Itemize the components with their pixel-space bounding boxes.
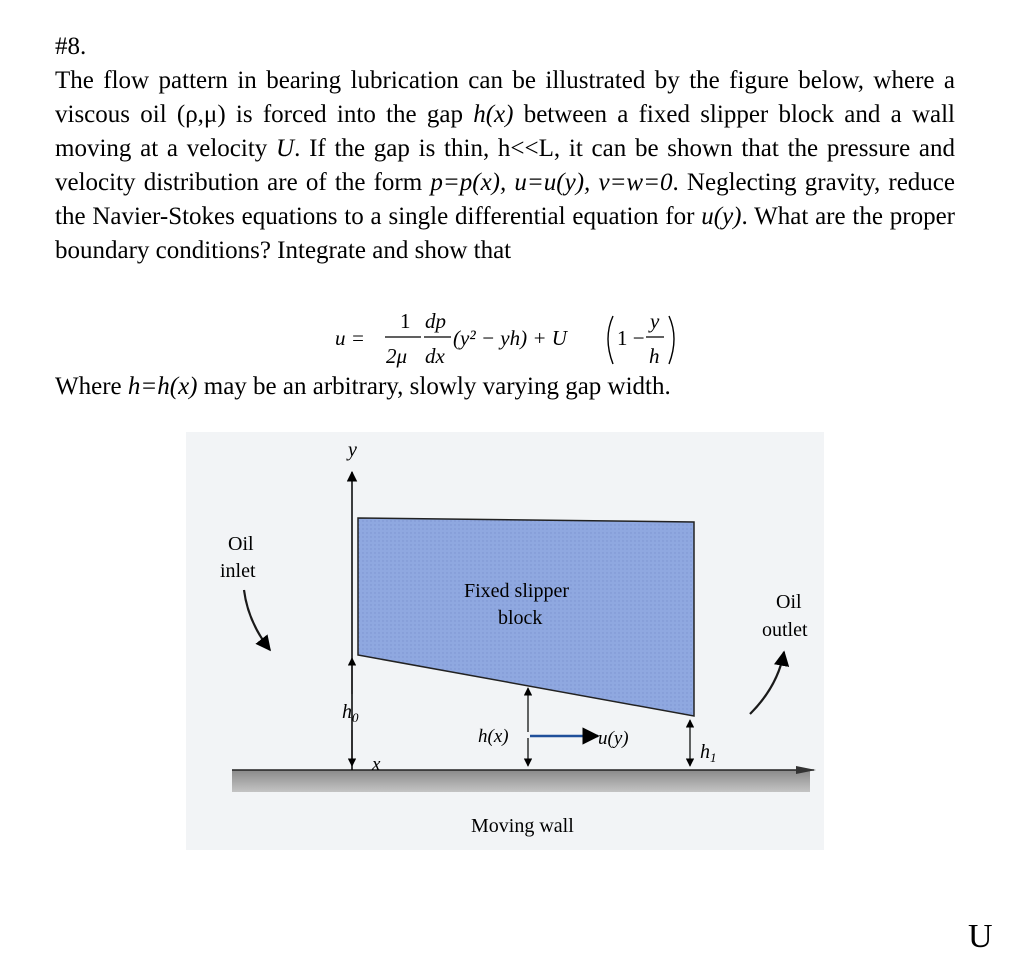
- eq-right-paren: [669, 316, 674, 364]
- eq-lhs: u =: [335, 326, 365, 350]
- h1-symbol: h: [700, 741, 710, 763]
- eq-frac1-num: 1: [400, 309, 411, 333]
- corner-letter: U: [968, 918, 993, 955]
- velocity-symbol: U: [276, 135, 295, 162]
- x-axis-label: x: [372, 754, 381, 775]
- target-function: u(y): [701, 203, 742, 230]
- oil-outlet-arrow: [750, 652, 784, 714]
- bearing-diagram: [186, 432, 824, 850]
- problem-text-4: . Neglecting gravity, reduce the Navier-Stokes equations to a single differential equation for: [55, 169, 956, 230]
- moving-wall: [232, 770, 810, 792]
- problem-statement: [55, 64, 955, 268]
- h1-subscript: 1: [710, 750, 717, 765]
- eq-left-paren: [608, 316, 613, 364]
- distribution-form: p=p(x), u=u(y), v=w=0: [430, 169, 673, 196]
- velocity-equation: [333, 304, 693, 372]
- moving-wall-label: Moving wall: [471, 815, 574, 837]
- h0-symbol: h: [342, 701, 352, 723]
- block-label-2: block: [498, 607, 543, 629]
- problem-text-3: . If the gap is thin, h<<L, it can be shown that the pressure and velocity distribution are of the form: [55, 135, 956, 196]
- problem-text-2: between a fixed slipper block and a wall moving at a velocity: [55, 101, 955, 162]
- h1-label: [700, 741, 717, 765]
- eq-dx: dx: [425, 344, 445, 368]
- oil-inlet-label-2: inlet: [220, 560, 256, 582]
- problem-text-5: . What are the proper boundary conditions? Integrate and show that: [55, 203, 955, 264]
- bearing-figure: [186, 432, 824, 850]
- eq-frac1-den: 2μ: [386, 344, 408, 368]
- uy-label: u(y): [598, 728, 629, 749]
- gap-symbol: h(x): [473, 101, 514, 128]
- eq-dp: dp: [425, 309, 446, 333]
- gap-width-note: [55, 370, 671, 404]
- eq-frac2-den: h: [649, 344, 660, 368]
- y-axis-label: y: [348, 439, 357, 461]
- eq-paren-term: (y² − yh) + U: [453, 326, 567, 350]
- block-label-1: Fixed slipper: [464, 580, 569, 602]
- oil-inlet-label-1: Oil: [228, 533, 254, 555]
- oil-inlet-arrow: [244, 590, 270, 650]
- eq-one-minus: 1 −: [617, 326, 645, 350]
- where-text-2: may be an arbitrary, slowly varying gap width.: [197, 373, 671, 400]
- where-text-1: Where: [55, 373, 128, 400]
- problem-text-1: The flow pattern in bearing lubrication can be illustrated by the figure below, where a viscous oil (ρ,μ) is forced into the gap: [55, 67, 955, 128]
- oil-outlet-label-2: outlet: [762, 619, 808, 641]
- problem-number: #8.: [55, 33, 87, 60]
- eq-frac2-num: y: [650, 309, 660, 333]
- equation-svg: [333, 304, 693, 372]
- oil-outlet-label-1: Oil: [776, 591, 802, 613]
- h0-label: [342, 701, 359, 725]
- h0-subscript: 0: [352, 710, 359, 725]
- hx-label: h(x): [478, 726, 509, 747]
- where-gap-eq: h=h(x): [127, 373, 198, 400]
